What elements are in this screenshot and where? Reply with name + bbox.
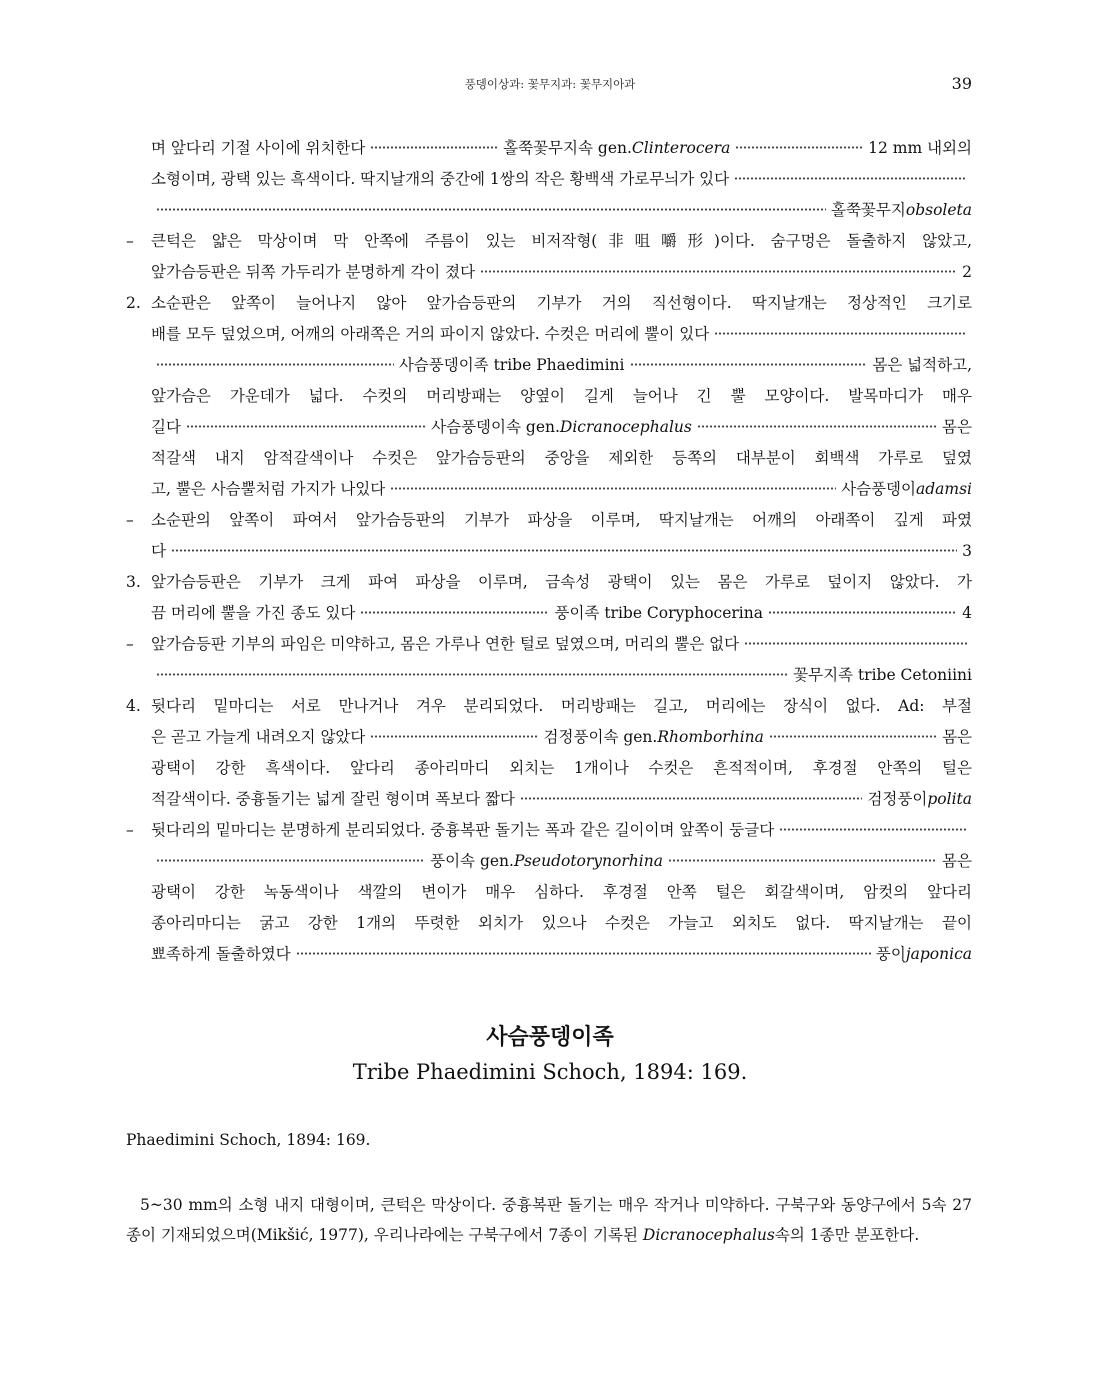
couplet-marker: – [126,821,134,839]
key-text: 소순판은 앞쪽이 늘어나지 않아 앞가슴등판의 기부가 거의 직선형이다. 딱지날개는 정상적인 크기로 [151,294,972,312]
key-text: 소순판의 앞쪽이 파여서 앞가슴등판의 기부가 파상을 이루며, 딱지날개는 어깨의 아래쪽이 깊게 파였 [151,511,972,529]
key-line-text [151,505,972,536]
dot-leader [296,944,871,960]
dot-leader [520,789,863,805]
key-text: 풍이족 tribe Coryphocerina [554,604,763,622]
key-text: 광택이 강한 녹동색이나 색깔의 변이가 매우 심하다. 후경절 안쪽 털은 회갈색이며, 암컷의 앞다리 [151,883,972,901]
key-line-text [151,412,972,443]
key-text: 적갈색이다. 중흉돌기는 넓게 잘린 형이며 폭보다 짧다 [151,790,515,808]
key-line [126,691,972,722]
key-text: 앞가슴등판 기부의 파임은 미약하고, 몸은 가루나 연한 털로 덮였으며, 머리의 뿔은 없다 [151,635,740,653]
key-line [126,722,972,753]
key-line [126,381,972,412]
couplet-marker: 2. [126,294,141,312]
dot-leader [714,324,967,340]
key-text: 3 [962,542,972,560]
key-text: 사슴풍뎅이 [841,480,916,498]
tribe-title-korean: 사슴풍뎅이족 [486,1024,614,1050]
key-text: 뒷다리의 밑마디는 분명하게 분리되었다. 중흉복판 돌기는 폭과 같은 길이이며 앞쪽이 둥글다 [151,821,775,839]
key-text: 풍이속 gen. [430,852,514,870]
key-text: 끔 머리에 뿔을 가진 종도 있다 [151,604,356,622]
couplet-marker: – [126,511,134,529]
key-text: 종아리마디는 굵고 강한 1개의 뚜렷한 외치가 있으나 수컷은 가늘고 외치도 없다. 딱지날개는 끝이 [151,914,972,932]
description-text: 5~30 mm의 소형 내지 대형이며, 큰턱은 막상이다. 중흉복판 돌기는 매우 작거나 미약하다. 구북구와 동양구에서 5속 27종이 기재되었으며(Mikšić, 1977), 우리나라에는 구북구에서 7종이 기록된 [126,1196,972,1244]
key-text: 은 곧고 가늘게 내려오지 않았다 [151,728,366,746]
key-line-text [151,722,972,753]
key-text: 뒷다리 밑마디는 서로 만나거나 겨우 분리되었다. 머리방패는 길고, 머리에는 장식이 없다. Ad: 부절 [151,697,972,715]
dot-leader [735,138,863,154]
key-line-text [151,257,972,288]
key-line [126,412,972,443]
key-text: 홀쭉꽃무지속 gen. [503,139,632,157]
key-line [126,815,972,846]
tribe-description [126,1190,972,1250]
couplet-marker: – [126,232,134,250]
key-text: 길다 [151,418,181,436]
dot-leader [171,541,957,557]
scientific-name: obsoleta [905,201,972,219]
dot-leader [768,603,957,619]
key-line [126,319,972,350]
key-text: 검정풍이 [867,790,928,808]
dot-leader [156,200,826,216]
key-text: 2 [962,263,972,281]
key-text: 뾰족하게 돌출하였다 [151,945,291,963]
key-text: 12 mm 내외의 [868,139,973,157]
description-text: 속의 1종만 분포한다. [774,1226,920,1244]
key-line [126,133,972,164]
key-text: 배를 모두 덮었으며, 어깨의 아래쪽은 거의 파이지 않았다. 수컷은 머리에 뿔이 있다 [151,325,710,343]
key-line [126,474,972,505]
key-line [126,505,972,536]
key-line-text [151,629,972,660]
dot-leader [156,851,425,867]
running-head: 풍뎅이상과: 꽃무지과: 꽃무지아과 [464,77,636,91]
key-line-text [151,381,972,412]
key-line-text [151,133,972,164]
couplet-marker: 3. [126,573,141,591]
key-text: 4 [962,604,973,622]
identification-key [126,133,972,970]
dot-leader [370,727,538,743]
scientific-name: polita [927,790,972,808]
key-text: 앞가슴은 가운데가 넓다. 수컷의 머리방패는 양옆이 길게 늘어나 긴 뿔 모양이다. 발목마디가 매우 [151,387,972,405]
key-line [126,226,972,257]
key-line [126,846,972,877]
key-text: 광택이 강한 흑색이다. 앞다리 종아리마디 외치는 1개이나 수컷은 흔적적이며, 후경절 안쪽의 털은 [151,759,972,777]
dot-leader [390,479,836,495]
key-text: 다 [151,542,166,560]
key-line [126,660,972,691]
couplet-marker: 4. [126,697,141,715]
key-line [126,908,972,939]
key-line-text [151,164,972,195]
couplet-marker: – [126,635,134,653]
key-line [126,567,972,598]
dot-leader [744,634,967,650]
key-line-text [151,226,972,257]
key-line-text [151,474,972,505]
key-text: 몸은 [942,852,972,870]
key-line-text [151,660,972,691]
key-text: 몸은 [942,728,973,746]
key-line [126,877,972,908]
key-text: 며 앞다리 기절 사이에 위치한다 [151,139,366,157]
key-line [126,536,972,567]
dot-leader [630,355,868,371]
key-line-text [151,753,972,784]
dot-leader [156,355,394,371]
key-line [126,443,972,474]
key-text: 앞가슴등판은 뒤쪽 가두리가 분명하게 각이 졌다 [151,263,476,281]
key-line [126,288,972,319]
tribe-title-latin: Tribe Phaedimini Schoch, 1894: 169. [352,1060,748,1084]
dot-leader [697,417,937,433]
key-line-text [151,846,972,877]
key-line-text [151,877,972,908]
scientific-name: Clinterocera [631,139,731,157]
key-line [126,195,972,226]
dot-leader [769,727,937,743]
key-line [126,257,972,288]
key-line [126,350,972,381]
dot-leader [734,169,967,185]
key-line [126,598,972,629]
key-text: 적갈색 내지 암적갈색이나 수컷은 앞가슴등판의 중앙을 제외한 등쪽의 대부분이 회백색 가루로 덮였 [151,449,972,467]
key-line-text [151,598,972,629]
key-line [126,629,972,660]
page-number: 39 [951,74,972,93]
scientific-name: Dicranocephalus [559,418,692,436]
key-line-text [151,908,972,939]
key-text: 풍이 [875,945,906,963]
key-text: 꽃무지족 tribe Cetoniini [793,666,972,684]
scientific-name: adamsi [915,480,972,498]
dot-leader [370,138,498,154]
dot-leader [186,417,426,433]
key-text: 사슴풍뎅이속 gen. [431,418,560,436]
scientific-name: Pseudotorynorhina [513,852,663,870]
tribe-synonym: Phaedimini Schoch, 1894: 169. [126,1131,371,1149]
key-line-text [151,784,972,815]
key-line-text [151,691,972,722]
dot-leader [480,262,957,278]
key-text: 큰턱은 얇은 막상이며 막 안쪽에 주름이 있는 비저작형(非咀嚼形)이다. 숨구멍은 돌출하지 않았고, [151,232,972,250]
key-line-text [151,815,972,846]
key-line-text [151,195,972,226]
key-line-text [151,939,972,970]
dot-leader [668,851,937,867]
key-line-text [151,319,972,350]
key-line-text [151,288,972,319]
key-text: 소형이며, 광택 있는 흑색이다. 딱지날개의 중간에 1쌍의 작은 황백색 가로무늬가 있다 [151,170,730,188]
key-line-text [151,567,972,598]
key-line [126,784,972,815]
key-text: 몸은 [942,418,972,436]
key-text: 검정풍이속 gen. [543,728,658,746]
key-text: 몸은 넓적하고, [872,356,973,374]
scientific-name: Dicranocephalus [642,1226,775,1244]
scientific-name: Rhomborhina [657,728,764,746]
key-text: 사슴풍뎅이족 tribe Phaedimini [398,356,625,374]
key-line [126,753,972,784]
key-text: 고, 뿔은 사슴뿔처럼 가지가 나있다 [151,480,386,498]
description-paragraph [126,1190,972,1250]
key-line [126,164,972,195]
key-text: 홀쭉꽃무지 [830,201,906,219]
scientific-name: japonica [905,945,972,963]
key-line-text [151,536,972,567]
key-text: 앞가슴등판은 기부가 크게 파여 파상을 이루며, 금속성 광택이 있는 몸은 가루로 덮이지 않았다. 가 [151,573,972,591]
dot-leader [360,603,549,619]
key-line-text [151,443,972,474]
dot-leader [779,820,967,836]
key-line [126,939,972,970]
key-line-text [151,350,972,381]
dot-leader [156,665,788,681]
